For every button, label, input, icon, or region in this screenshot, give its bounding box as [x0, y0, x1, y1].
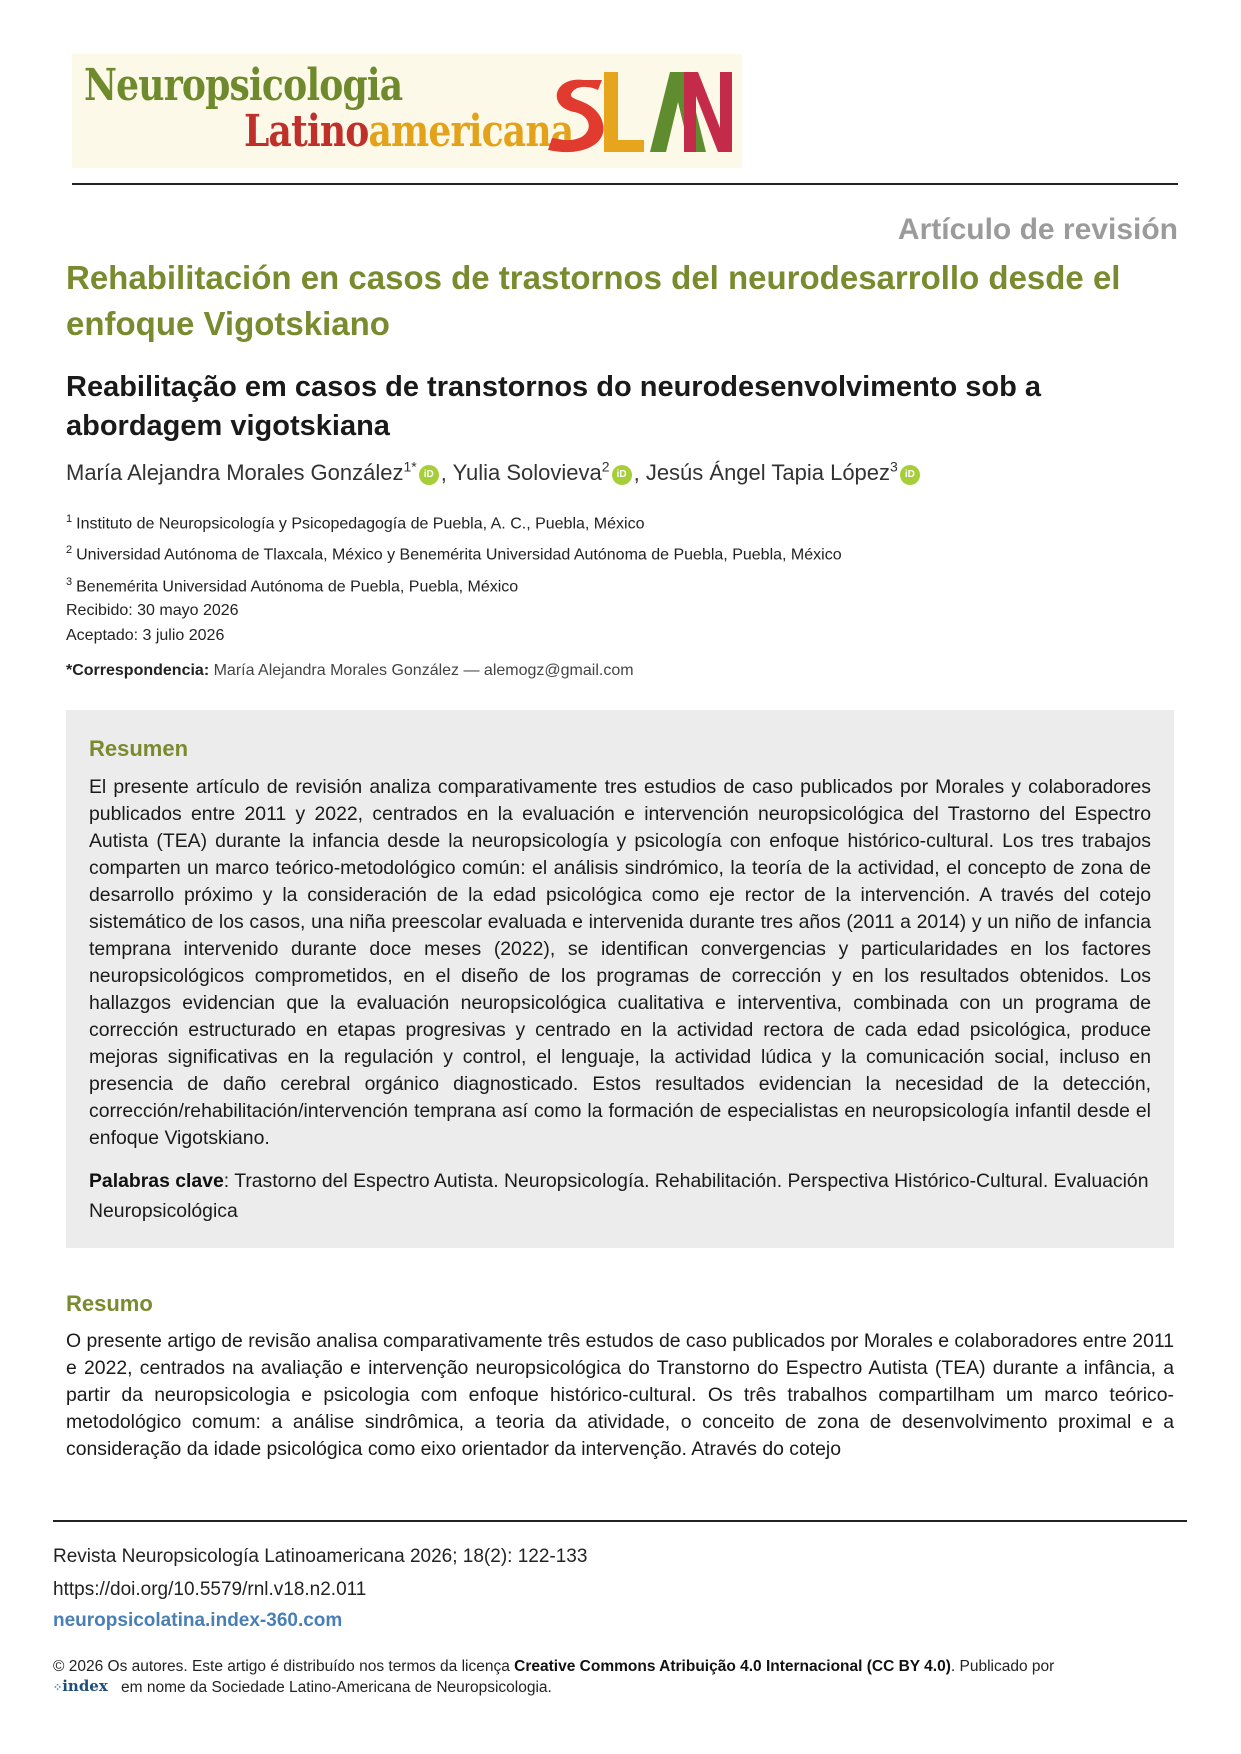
article-type: Artículo de revisión: [897, 213, 1178, 246]
orcid-icon[interactable]: iD: [419, 465, 439, 485]
received-date: Recibido: 30 mayo 2026: [66, 602, 239, 619]
footer-rule: [53, 1520, 1187, 1522]
affiliation: $^1$ Instituto de Neuropsicología y Psicopedagogía de Puebla, A. C., Puebla, México: [66, 513, 645, 533]
license-link[interactable]: Creative Commons Atribuição 4.0 Internacional (CC BY 4.0): [514, 1658, 951, 1675]
doi-link[interactable]: https://doi.org/10.5579/rnl.v18.n2.011: [53, 1579, 367, 1600]
author: María Alejandra Morales González$^{1*}$: [66, 459, 417, 486]
accepted-date: Aceptado: 3 julio 2026: [66, 627, 225, 644]
publisher-text: em nome da Sociedade Latino-Americana de Neuropsicologia.: [121, 1679, 552, 1696]
orcid-icon[interactable]: iD: [612, 465, 632, 485]
logo-line2: Latinoamericana: [244, 106, 574, 157]
abstract-heading: Resumen: [89, 736, 189, 761]
slan-logo-mark: [534, 58, 734, 164]
orcid-icon[interactable]: iD: [900, 465, 920, 485]
index-logo: ⁘index: [53, 1677, 108, 1695]
resumo-heading: Resumo: [66, 1291, 153, 1316]
resumo-text: O presente artigo de revisão analisa comparativamente três estudos de caso publicados por Morales e colaboradores entre 2011 e 2022, centrados na avaliação e intervenção neuropsicológica do Transtorno do Espectro Autista (TEA) durante a infância, a partir da neuropsicologia e psicologia com enfoque histórico-cultural. Os três trabalhos compartilham um marco teórico-metodológico comum: a análise sindrômica, a teoria da atividade, o conceito de zona de desenvolvimento proximal e a consideração da idade psicológica como eixo orientador da intervenção. Através do cotejo: [66, 1330, 1174, 1460]
journal-reference: Revista Neuropsicología Latinoamericana 2026; 18(2): 122-133: [53, 1546, 588, 1567]
affiliation: $^2$ Universidad Autónoma de Tlaxcala, México y Benemérita Universidad Autónoma de Puebla, Puebla, México: [66, 544, 842, 564]
author: Jesús Ángel Tapia López$^3$: [645, 459, 898, 486]
license-text: © 2026 Os autores. Este artigo é distribuído nos termos da licença Creative Commons Atribuição 4.0 Internacional (CC BY 4.0). Publicado por: [53, 1658, 1055, 1675]
journal-logo: [72, 54, 742, 168]
dates: [66, 598, 239, 648]
affiliations: [66, 506, 842, 600]
authors: María Alejandra Morales González$^{1*}$ iD , Yulia Solovieva$^2$ iD , Jesús Ángel Tapia López$^3$ iD: [66, 459, 922, 486]
site-link[interactable]: neuropsicolatina.index-360.com: [53, 1610, 343, 1631]
correspondence: *Correspondencia: María Alejandra Morales González — alemogz@gmail.com: [66, 662, 634, 679]
affiliation: $^3$ Benemérita Universidad Autónoma de Puebla, Puebla, México: [66, 575, 519, 595]
title-spanish: Rehabilitación en casos de trastornos del neurodesarrollo desde el enfoque Vigotskiano: [66, 259, 1121, 342]
title-portuguese: Reabilitação em casos de transtornos do neurodesenvolvimento sob a abordagem vigotskiana: [66, 371, 1041, 442]
abstract-text: El presente artículo de revisión analiza comparativamente tres estudios de caso publicados por Morales y colaboradores publicados entre 2011 y 2022, centrados en la evaluación e intervención neuropsicológica del Trastorno del Espectro Autista (TEA) durante la infancia desde la neuropsicología y psicología con enfoque histórico-cultural. Los tres trabajos comparten un marco teórico-metodológico común: el análisis sindrómico, la teoría de la actividad, el concepto de zona de desarrollo próximo y la consideración de la edad psicológica como eje rector de la intervención. A través del cotejo sistemático de los casos, una niña preescolar evaluada e intervenida durante tres años (2011 a 2014) y un niño de infancia temprana intervenido durante doce meses (2022), se identifican convergencias y particularidades en los factores neuropsicológicos comprometidos, en el diseño de los programas de corrección y en los resultados obtenidos. Los hallazgos evidencian que la evaluación neuropsicológica cualitativa e interventiva, combinada con un programa de corrección estructurado en etapas progresivas y centrado en la actividad rectora de cada edad psicológica, produce mejoras significativas en la regulación y control, el lenguaje, la actividad lúdica y la comunicación social, incluso en presencia de daño cerebral orgánico diagnosticado. Estos resultados evidencian la necesidad de la detección, corrección/rehabilitación/intervención temprana así como la formación de especialistas en neuropsicología infantil desde el enfoque Vigotskiano.: [89, 776, 1151, 1149]
author: Yulia Solovieva$^2$: [452, 459, 610, 486]
keywords: Palabras clave: Trastorno del Espectro Autista. Neuropsicología. Rehabilitación. Perspectiva Histórico-Cultural. Evaluación Neuropsicológica: [89, 1170, 1149, 1222]
header-rule: [72, 183, 1178, 185]
logo-line1: Neuropsicologia: [84, 60, 403, 111]
